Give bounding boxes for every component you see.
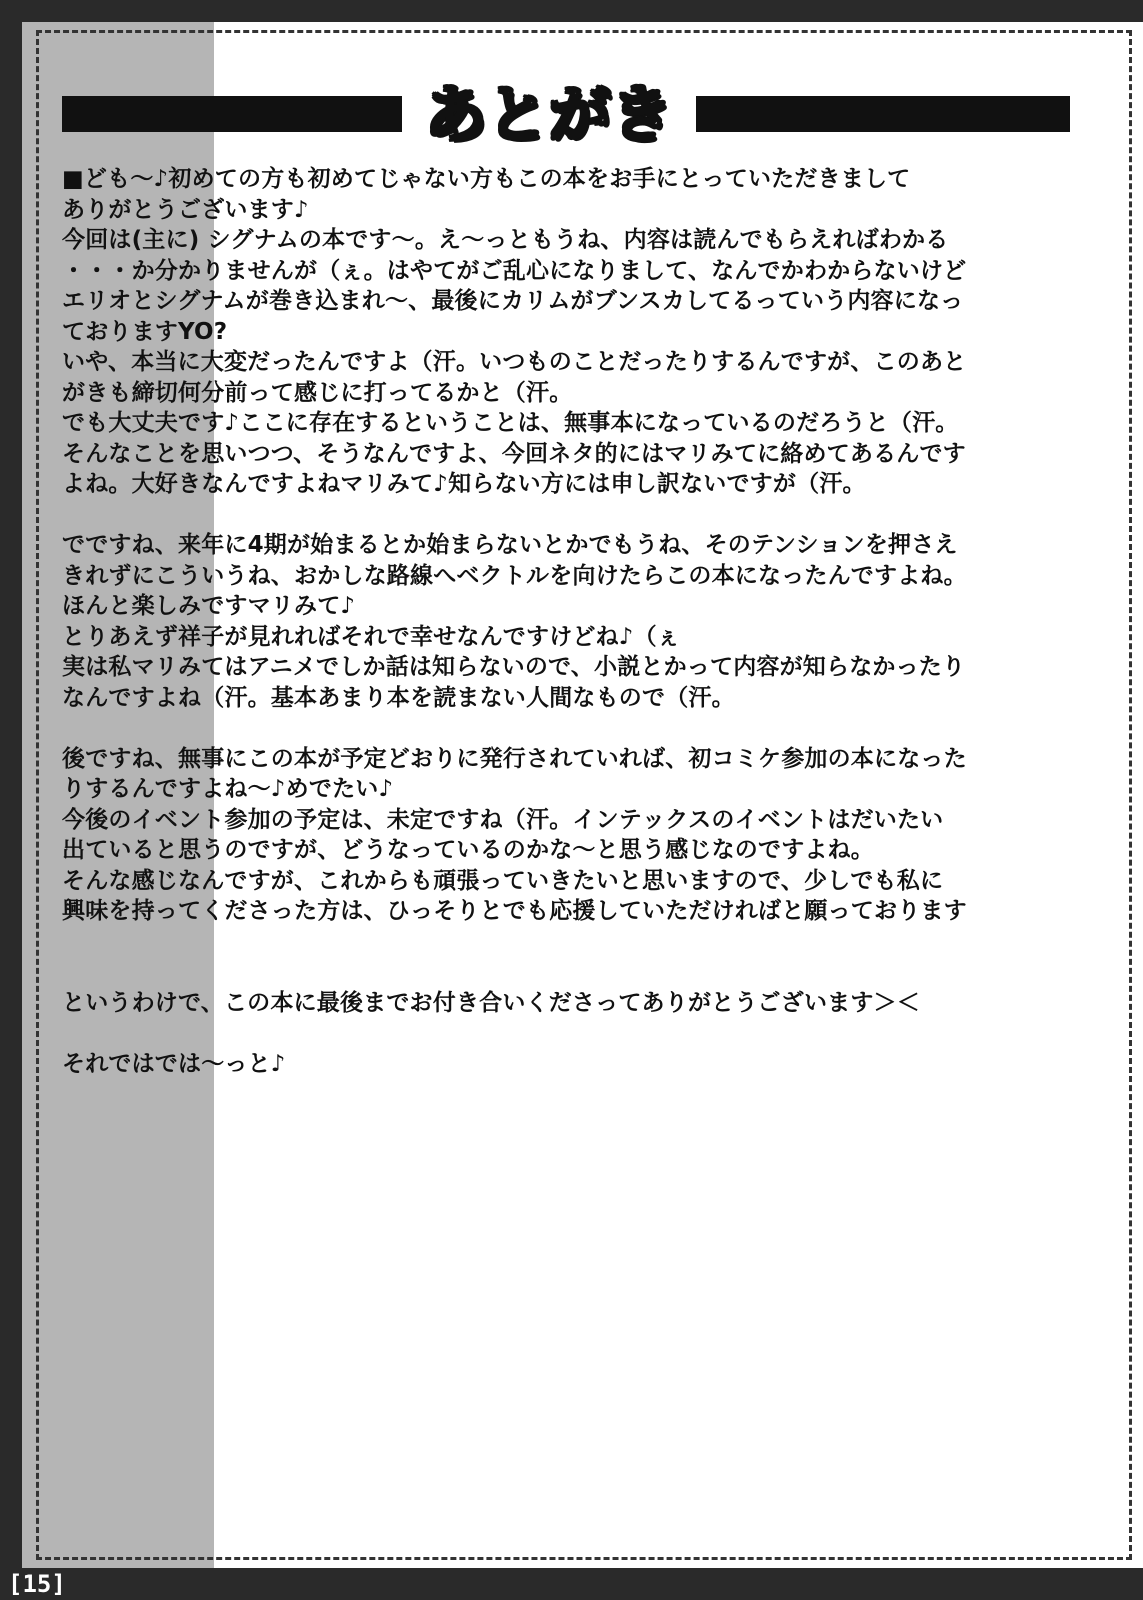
- text-line: [62, 1018, 1132, 1049]
- left-border-bar: [0, 22, 22, 1570]
- page-number: [15]: [8, 1570, 66, 1598]
- text-line: いや、本当に大変だったんですよ（汗。いつものことだったりするんですが、このあと: [62, 349, 967, 375]
- text-line: 今後のイベント参加の予定は、未定ですね（汗。インテックスのイベントはだいたい: [62, 806, 944, 833]
- text-line: ほんと楽しみですマリみて♪: [62, 593, 356, 619]
- text-line: 出ていると思うのですが、どうなっているのかな～と思う感じなのですよね。: [62, 837, 874, 863]
- afterword-text: [62, 164, 1132, 1079]
- text-line: 実は私マリみてはアニメでしか話は知らないので、小説とかって内容が知らなかったり: [62, 654, 966, 680]
- dashed-frame-bottom: [36, 1557, 1132, 1560]
- text-line: 今回は(主に) シグナムの本です～。え～っともうね、内容は読んでもらえればわかる: [62, 227, 949, 253]
- text-line: というわけで、この本に最後までお付き合いくださってありがとうございます＞＜: [62, 989, 920, 1016]
- text-line: がきも締切何分前って感じに打ってるかと（汗。: [62, 379, 573, 406]
- heading-bar-right: [696, 96, 1070, 132]
- text-line: りするんですよね～♪めでたい♪: [62, 776, 394, 802]
- dashed-frame-top: [36, 30, 1132, 33]
- dashed-frame-left: [36, 30, 39, 1560]
- text-line: [62, 927, 1132, 958]
- top-border-bar: [0, 0, 1143, 22]
- text-line: なんですよね（汗。基本あまり本を読まない人間なもので（汗。: [62, 684, 735, 711]
- text-line: そんなことを思いつつ、そうなんですよ、今回ネタ的にはマリみてに絡めてあるんです: [62, 440, 966, 467]
- text-line: とりあえず祥子が見れればそれで幸せなんですけどね♪（ぇ: [62, 623, 681, 650]
- text-line: 興味を持ってくださった方は、ひっそりとでも応援していただければと願っております: [62, 898, 967, 924]
- text-line: ・・・か分かりませんが（ぇ。はやてがご乱心になりまして、なんでかわからないけど: [62, 257, 967, 284]
- text-line: でも大丈夫です♪ここに存在するということは、無事本になっているのだろうと（汗。: [62, 410, 959, 436]
- text-line: ありがとうございます♪: [62, 196, 309, 223]
- text-line: それではでは～っと♪: [62, 1050, 286, 1077]
- text-line: ■ども～♪初めての方も初めてじゃない方もこの本をお手にとっていただきまして: [62, 166, 911, 192]
- text-line: でですね、来年に4期が始まるとか始まらないとかでもうね、そのテンションを押さえ: [62, 532, 958, 558]
- text-line: きれずにこういうね、おかしな路線へベクトルを向けたらこの本になったんですよね。: [62, 562, 967, 589]
- text-line: [62, 957, 1132, 988]
- page-title: あとがき: [424, 78, 673, 151]
- bottom-border-bar: [0, 1568, 1143, 1600]
- text-line: よね。大好きなんですよねマリみて♪知らない方には申し訳ないですが（汗。: [62, 471, 866, 497]
- text-line: 後ですね、無事にこの本が予定どおりに発行されていれば、初コミケ参加の本になった: [62, 745, 967, 772]
- text-line: [62, 713, 1132, 744]
- heading-bar-left: [62, 96, 402, 132]
- text-line: [62, 500, 1132, 531]
- text-line: エリオとシグナムが巻き込まれ～、最後にカリムがブンスカしてるっていう内容になっ: [62, 288, 964, 314]
- text-line: ておりますYO?: [62, 318, 228, 345]
- text-line: そんな感じなんですが、これからも頑張っていきたいと思いますので、少しでも私に: [62, 867, 944, 894]
